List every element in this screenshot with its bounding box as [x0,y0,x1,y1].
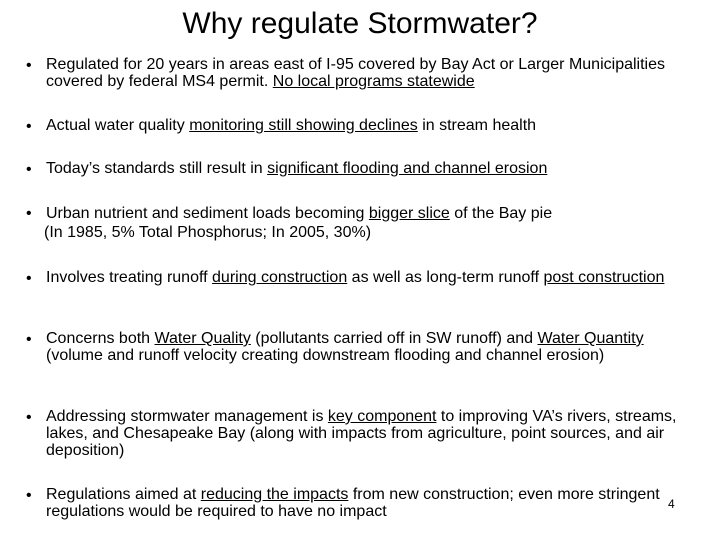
item-4-text-end: of the Bay pie [449,205,553,222]
item-7-text-end: to improving VA’s rivers, streams, lakes, and Chesapeake Bay (along with impacts from agriculture, point sources, and air deposition) [46,408,677,459]
item-7-text: Addressing stormwater management is [46,408,328,425]
item-6-underline-1: Water Quality [154,330,251,347]
item-2-text: Actual water quality [46,117,190,134]
bullet-icon: • [26,205,32,222]
item-6-underline-2: Water Quantity [537,330,644,347]
bullet-item-4 [46,204,686,242]
item-6-text-mid: (pollutants carried off in SW runoff) and [250,330,538,347]
bullet-item-2 [46,117,686,134]
bullet-item-1 [46,56,686,90]
item-7-underline: key component [327,408,437,425]
item-5-text: Involves treating runoff [46,269,213,286]
bullet-icon: • [26,487,32,504]
item-8-text: Regulations aimed at [46,486,201,503]
item-4-underline: bigger slice [368,205,450,222]
item-2-text-end: in stream health [417,117,537,134]
bullet-item-5 [46,269,686,286]
item-6-text: Concerns both [46,330,155,347]
item-4-line2: (In 1985, 5% Total Phosphorus; In 2005, 30%) [44,224,372,241]
item-1-underline: No local programs statewide [272,73,475,90]
bullet-item-8 [46,486,666,520]
bullet-icon: • [26,331,32,348]
bullet-icon: • [26,409,32,426]
item-4-text: Urban nutrient and sediment loads becoming [46,205,369,222]
slide-title: Why regulate Stormwater? [182,7,538,40]
page-number: 4 [668,497,675,511]
bullet-item-6 [46,330,686,364]
bullet-icon: • [26,270,32,287]
item-1-text: Regulated for 20 years in areas east of I-95 covered by Bay Act or Larger Municipalities covered by federal MS4 permit. [46,56,665,90]
item-5-underline-1: during construction [212,269,348,286]
bullet-icon: • [26,57,32,74]
item-3-underline: significant flooding and channel erosion [267,160,548,177]
item-8-underline: reducing the impacts [200,486,349,503]
bullet-icon: • [26,118,32,135]
bullet-item-7 [46,408,686,459]
item-6-text-end: (volume and runoff velocity creating downstream flooding and channel erosion) [46,347,605,364]
bullet-icon: • [26,161,32,178]
item-3-text: Today’s standards still result in [46,160,268,177]
item-5-text-mid: as well as long-term runoff [347,269,544,286]
item-5-underline-2: post construction [543,269,665,286]
bullet-item-3 [46,160,686,177]
item-2-underline: monitoring still showing declines [189,117,418,134]
item-8-text-end: from new construction; even more stringent regulations would be required to have no impact [46,486,660,520]
